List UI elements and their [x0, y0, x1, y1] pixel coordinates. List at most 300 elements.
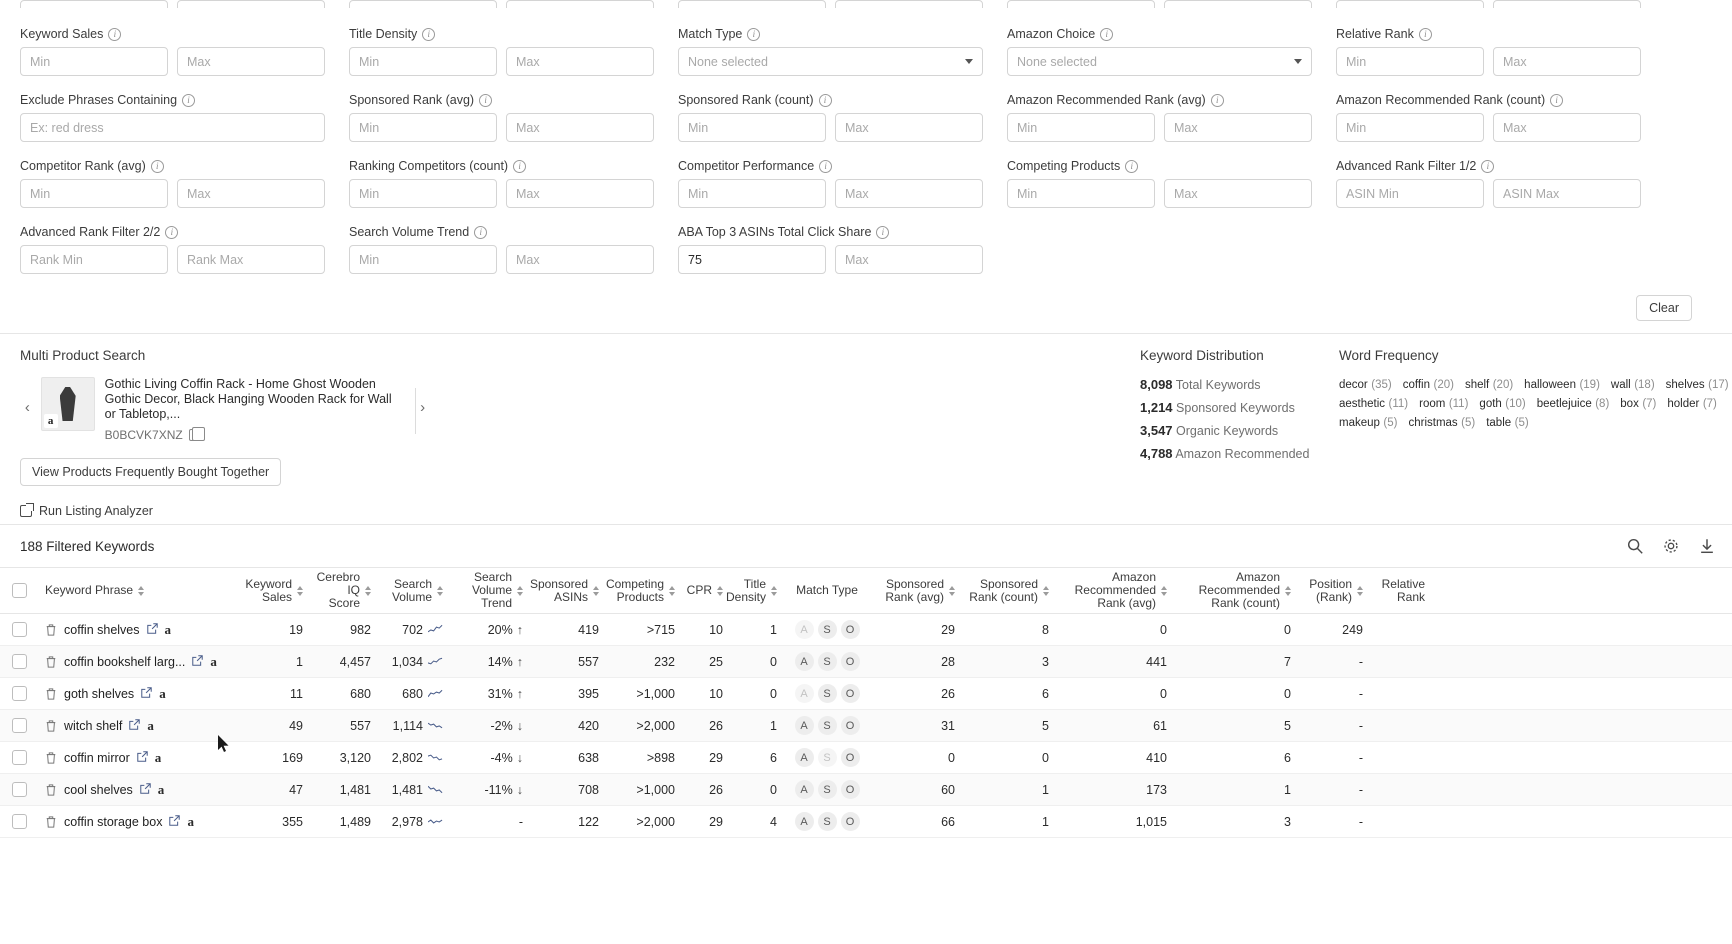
- competitor-performance-max-input[interactable]: [835, 179, 983, 208]
- amazon-recommended-rank-count-cell: 6: [1284, 750, 1291, 765]
- sort-icon[interactable]: [517, 586, 523, 596]
- position-rank-cell: -: [1358, 718, 1363, 733]
- sort-icon[interactable]: [771, 586, 777, 596]
- arr-avg-min-input[interactable]: [1007, 113, 1155, 142]
- ranking-competitors-max-input[interactable]: [506, 179, 654, 208]
- filter-label: [349, 26, 678, 42]
- filter-row-1: [20, 26, 1732, 76]
- relative-rank-cell: [1370, 710, 1432, 742]
- info-icon[interactable]: i: [513, 160, 526, 173]
- filter-sponsored-rank-count: [678, 92, 1007, 142]
- competing-products-cell: >2,000: [636, 718, 675, 733]
- wf-word: christmas: [1408, 417, 1458, 429]
- amazon-icon[interactable]: a: [164, 621, 172, 637]
- keyword-phrase-cell: [38, 710, 240, 742]
- competing-products-max-input[interactable]: [1164, 179, 1312, 208]
- open-external-icon[interactable]: [137, 751, 148, 765]
- position-rank-cell: -: [1358, 782, 1363, 797]
- table-row[interactable]: [0, 806, 1732, 838]
- sparkline-icon[interactable]: [428, 816, 443, 827]
- search-volume-cell: [378, 614, 450, 646]
- amazon-icon[interactable]: a: [210, 653, 217, 669]
- sponsored-rank-count-cell: 0: [1042, 750, 1049, 765]
- search-volume-cell: [378, 806, 450, 838]
- position-rank-cell: -: [1358, 654, 1363, 669]
- search-volume-trend-max-input[interactable]: [506, 245, 654, 274]
- th-amazon-recommended-rank-avg[interactable]: [1056, 568, 1174, 613]
- open-external-icon[interactable]: [147, 623, 158, 637]
- filter-search-volume-trend: [349, 224, 678, 274]
- info-icon[interactable]: i: [422, 28, 435, 41]
- sort-icon[interactable]: [437, 586, 443, 596]
- title-density-cell: 0: [770, 782, 777, 797]
- search-volume-trend-cell: [450, 710, 530, 742]
- label-text: Title Density: [349, 27, 418, 41]
- wf-word: shelf: [1464, 379, 1490, 391]
- wf-count: (10): [1505, 398, 1526, 410]
- keyword-phrase-cell: [38, 614, 240, 646]
- info-icon[interactable]: i: [819, 160, 832, 173]
- cut-input[interactable]: [1164, 0, 1312, 8]
- word-frequency-item[interactable]: [1667, 396, 1717, 410]
- cut-input[interactable]: [506, 0, 654, 8]
- filter-competitor-performance: [678, 158, 1007, 208]
- amazon-icon: a: [44, 414, 58, 428]
- sparkline-icon[interactable]: [428, 656, 443, 667]
- delete-keyword-icon[interactable]: [45, 815, 57, 828]
- info-icon[interactable]: i: [479, 94, 492, 107]
- word-frequency-item[interactable]: [1620, 396, 1656, 410]
- word-frequency-item[interactable]: [1403, 377, 1454, 391]
- match-type-o-badge: O: [841, 620, 860, 639]
- filter-label: [20, 26, 349, 42]
- table-row[interactable]: [0, 678, 1732, 710]
- match-type-s-badge: S: [818, 684, 837, 703]
- amazon-recommended-rank-count-cell: 0: [1284, 622, 1291, 637]
- title-density-max-input[interactable]: [506, 47, 654, 76]
- info-icon[interactable]: i: [1100, 28, 1113, 41]
- match-type-o-badge: O: [841, 684, 860, 703]
- filter-keyword-sales: [20, 26, 349, 76]
- search-volume-trend-cell: [450, 646, 530, 678]
- product-carousel: [20, 373, 430, 442]
- delete-keyword-icon[interactable]: [45, 687, 57, 700]
- filter-amazon-choice: [1007, 26, 1336, 76]
- competing-products-cell: >898: [646, 750, 675, 765]
- match-type-a-badge: A: [795, 620, 814, 639]
- sponsored-rank-count-min-input[interactable]: [678, 113, 826, 142]
- kd-value: 4,788: [1140, 446, 1173, 461]
- th-label: Cerebro IQ Score: [316, 570, 360, 610]
- sponsored-rank-count-cell: 1: [1042, 814, 1049, 829]
- filter-exclude-phrases: [20, 92, 349, 142]
- multi-product-search-section: [0, 334, 1732, 524]
- word-frequency-item[interactable]: [1537, 396, 1610, 410]
- run-listing-analyzer-label: Run Listing Analyzer: [39, 504, 153, 518]
- wf-word: table: [1486, 417, 1512, 429]
- word-frequency-item[interactable]: [1339, 415, 1397, 429]
- th-cerebro-iq-score[interactable]: [310, 568, 378, 613]
- sponsored-rank-avg-max-input[interactable]: [506, 113, 654, 142]
- kd-label: Organic Keywords: [1176, 424, 1279, 438]
- keyword-phrase-cell: [38, 774, 240, 806]
- sparkline-icon[interactable]: [428, 624, 443, 635]
- cut-input[interactable]: [1336, 0, 1484, 8]
- cut-cell-3: [678, 0, 1007, 8]
- sort-icon[interactable]: [949, 586, 955, 596]
- filter-label: [20, 92, 349, 108]
- match-type-cell: [784, 774, 870, 806]
- sort-icon[interactable]: [717, 586, 723, 596]
- label-text: ABA Top 3 ASINs Total Click Share: [678, 225, 872, 239]
- th-cpr[interactable]: [682, 568, 730, 613]
- open-external-icon[interactable]: [141, 687, 152, 701]
- info-icon[interactable]: i: [1211, 94, 1224, 107]
- sponsored-rank-avg-cell: 66: [941, 814, 955, 829]
- run-listing-analyzer-link[interactable]: [20, 504, 1712, 518]
- delete-keyword-icon[interactable]: [45, 751, 57, 764]
- competing-products-cell: >715: [646, 622, 675, 637]
- filter-label: [349, 158, 678, 174]
- cpr-cell: 10: [709, 622, 723, 637]
- match-type-s-badge: S: [818, 620, 837, 639]
- competitor-performance-min-input[interactable]: [678, 179, 826, 208]
- competing-products-cell: >1,000: [636, 782, 675, 797]
- sort-icon[interactable]: [1043, 586, 1049, 596]
- product-thumbnail: [41, 377, 95, 431]
- search-volume-value: 702: [402, 622, 423, 637]
- sort-icon[interactable]: [1161, 586, 1167, 596]
- th-keyword-phrase[interactable]: [38, 568, 240, 613]
- word-frequency-item[interactable]: [1666, 377, 1729, 391]
- keyword-distribution-panel: [1140, 348, 1330, 469]
- carousel-prev-icon[interactable]: ‹: [24, 399, 30, 416]
- match-type-cell: [784, 678, 870, 710]
- cut-input[interactable]: [349, 0, 497, 8]
- gear-icon[interactable]: [1662, 537, 1680, 555]
- th-label: Sponsored Rank (count): [969, 576, 1038, 604]
- row-checkbox[interactable]: [12, 718, 27, 733]
- label-text: Sponsored Rank (count): [678, 93, 814, 107]
- keyword-sales-max-input[interactable]: [177, 47, 325, 76]
- amazon-recommended-rank-avg-cell: 0: [1160, 622, 1167, 637]
- open-external-icon[interactable]: [192, 655, 203, 669]
- row-checkbox[interactable]: [12, 750, 27, 765]
- word-frequency-panel: [1339, 348, 1729, 429]
- filter-ranking-competitors-count: [349, 158, 678, 208]
- cut-input[interactable]: [20, 0, 168, 8]
- trend-down-icon: ↓: [516, 718, 523, 733]
- filter-label: [678, 224, 1007, 240]
- word-frequency-item[interactable]: [1486, 415, 1528, 429]
- clear-filters-button[interactable]: Clear: [1636, 295, 1692, 321]
- delete-keyword-icon[interactable]: [45, 783, 57, 796]
- info-icon[interactable]: i: [165, 226, 178, 239]
- table-row[interactable]: [0, 646, 1732, 678]
- kd-value: 1,214: [1140, 400, 1173, 415]
- aba-click-share-min-input[interactable]: [678, 245, 826, 274]
- relative-rank-cell: [1370, 806, 1432, 838]
- label-text: Ranking Competitors (count): [349, 159, 509, 173]
- word-frequency-item[interactable]: [1339, 377, 1392, 391]
- copy-icon[interactable]: [189, 429, 200, 441]
- amazon-icon[interactable]: a: [187, 813, 194, 829]
- match-type-cell: [784, 646, 870, 678]
- advanced-rank-2-max-input[interactable]: [177, 245, 325, 274]
- th-keyword-sales[interactable]: [240, 568, 310, 613]
- info-icon[interactable]: i: [182, 94, 195, 107]
- label-text: Exclude Phrases Containing: [20, 93, 178, 107]
- filter-label: [20, 224, 349, 240]
- kd-value: 3,547: [1140, 423, 1173, 438]
- filter-row-3: [20, 158, 1732, 208]
- title-density-min-input[interactable]: [349, 47, 497, 76]
- cut-input[interactable]: [835, 0, 983, 8]
- keyword-phrase-cell: [38, 742, 240, 774]
- wf-count: (5): [1383, 417, 1398, 429]
- wf-count: (11): [1448, 398, 1469, 410]
- keyword-distribution-title: Keyword Distribution: [1140, 348, 1264, 363]
- wf-count: (19): [1579, 379, 1600, 391]
- cut-input[interactable]: [1493, 0, 1641, 8]
- keyword-sales-cell: 49: [289, 718, 303, 733]
- cut-input[interactable]: [678, 0, 826, 8]
- sort-icon[interactable]: [297, 586, 303, 596]
- search-volume-value: 2,978: [391, 814, 423, 829]
- amazon-choice-value: None selected: [1017, 54, 1097, 69]
- cerebro-iq-score-cell: 982: [350, 622, 371, 637]
- keyword-sales-min-input[interactable]: [20, 47, 168, 76]
- advanced-rank-1-max-input[interactable]: [1493, 179, 1641, 208]
- th-position-rank[interactable]: [1298, 568, 1370, 613]
- relative-rank-min-input[interactable]: [1336, 47, 1484, 76]
- wf-word: holder: [1667, 398, 1700, 410]
- cerebro-iq-score-cell: 1,481: [339, 782, 371, 797]
- keyword-phrase-text: coffin bookshelf larg...: [64, 654, 186, 669]
- kd-label: Total Keywords: [1175, 378, 1261, 392]
- wf-word: box: [1620, 398, 1639, 410]
- th-search-volume-trend[interactable]: [450, 568, 530, 613]
- word-frequency-item[interactable]: [1408, 415, 1475, 429]
- table-toolbar: [0, 524, 1732, 568]
- amazon-icon[interactable]: a: [154, 749, 162, 765]
- filter-advanced-rank-1: [1336, 158, 1665, 208]
- sponsored-rank-avg-cell: 0: [948, 750, 955, 765]
- match-type-s-badge: S: [818, 652, 837, 671]
- sort-icon[interactable]: [138, 586, 144, 596]
- th-sponsored-rank-count[interactable]: [962, 568, 1056, 613]
- match-type-cell: [784, 614, 870, 646]
- sponsored-rank-avg-min-input[interactable]: [349, 113, 497, 142]
- wf-word: wall: [1610, 379, 1631, 391]
- open-external-icon[interactable]: [169, 815, 180, 829]
- word-frequency-item[interactable]: [1339, 396, 1408, 410]
- sponsored-asins-cell: 122: [578, 814, 599, 829]
- delete-keyword-icon[interactable]: [45, 719, 57, 732]
- label-text: Keyword Sales: [20, 27, 104, 41]
- sparkline-icon[interactable]: [428, 720, 443, 731]
- keywords-table: [0, 568, 1732, 838]
- filter-amazon-recommended-rank-avg: [1007, 92, 1336, 142]
- filter-title-density: [349, 26, 678, 76]
- amazon-recommended-rank-avg-cell: 0: [1160, 686, 1167, 701]
- search-volume-trend-min-input[interactable]: [349, 245, 497, 274]
- amazon-icon[interactable]: a: [157, 781, 165, 797]
- filter-label: [1336, 158, 1665, 174]
- info-icon[interactable]: i: [819, 94, 832, 107]
- frequently-bought-together-button[interactable]: View Products Frequently Bought Together: [20, 458, 281, 486]
- search-volume-trend-cell: [450, 742, 530, 774]
- filter-row-4: [20, 224, 1732, 274]
- exclude-phrases-input[interactable]: [20, 113, 325, 142]
- table-row[interactable]: [0, 614, 1732, 646]
- ranking-competitors-min-input[interactable]: [349, 179, 497, 208]
- match-type-o-badge: O: [841, 716, 860, 735]
- match-type-a-badge: A: [795, 812, 814, 831]
- info-icon[interactable]: i: [474, 226, 487, 239]
- select-all-checkbox[interactable]: [12, 583, 27, 598]
- sort-icon[interactable]: [669, 586, 675, 596]
- word-frequency-item[interactable]: [1465, 377, 1513, 391]
- label-text: Competitor Performance: [678, 159, 815, 173]
- clear-row: [20, 287, 1712, 333]
- amazon-choice-select[interactable]: [1007, 47, 1312, 76]
- info-icon[interactable]: i: [1550, 94, 1563, 107]
- info-icon[interactable]: i: [1125, 160, 1138, 173]
- sponsored-rank-avg-cell: 26: [941, 686, 955, 701]
- th-competing-products[interactable]: [606, 568, 682, 613]
- filter-empty-2: [1336, 224, 1665, 274]
- table-row[interactable]: [0, 710, 1732, 742]
- row-checkbox[interactable]: [12, 654, 27, 669]
- amazon-icon[interactable]: a: [159, 685, 166, 701]
- info-icon[interactable]: i: [1481, 160, 1494, 173]
- wf-count: (5): [1514, 417, 1529, 429]
- trend-value: 20%: [487, 622, 513, 637]
- label-text: Relative Rank: [1336, 27, 1414, 41]
- th-relative-rank[interactable]: [1370, 568, 1432, 613]
- info-icon[interactable]: i: [876, 226, 889, 239]
- filter-label: [1007, 158, 1336, 174]
- th-amazon-recommended-rank-count[interactable]: [1174, 568, 1298, 613]
- th-sponsored-asins[interactable]: [530, 568, 606, 613]
- row-checkbox[interactable]: [12, 686, 27, 701]
- trend-up-icon: ↑: [516, 622, 523, 637]
- amazon-icon[interactable]: a: [147, 717, 154, 733]
- cut-input[interactable]: [1007, 0, 1155, 8]
- search-volume-value: 1,481: [391, 782, 423, 797]
- multi-product-search-title: Multi Product Search: [20, 348, 146, 363]
- sponsored-rank-count-cell: 3: [1042, 654, 1049, 669]
- amazon-recommended-rank-avg-cell: 173: [1146, 782, 1167, 797]
- sparkline-icon[interactable]: [428, 784, 443, 795]
- th-title-density[interactable]: [725, 568, 784, 613]
- title-density-cell: 1: [770, 622, 777, 637]
- row-checkbox-cell: [0, 742, 38, 774]
- wf-count: (7): [1702, 398, 1717, 410]
- competing-products-min-input[interactable]: [1007, 179, 1155, 208]
- info-icon[interactable]: i: [747, 28, 760, 41]
- cerebro-iq-score-cell: 557: [350, 718, 371, 733]
- th-label: Position (Rank): [1309, 576, 1352, 604]
- open-external-icon[interactable]: [140, 783, 151, 797]
- title-density-cell: 6: [770, 750, 777, 765]
- advanced-rank-1-min-input[interactable]: [1336, 179, 1484, 208]
- delete-keyword-icon[interactable]: [45, 623, 57, 636]
- info-icon[interactable]: i: [1419, 28, 1432, 41]
- table-row[interactable]: [0, 774, 1732, 806]
- arr-count-max-input[interactable]: [1493, 113, 1641, 142]
- match-type-o-badge: O: [841, 812, 860, 831]
- sort-icon[interactable]: [1357, 586, 1363, 596]
- row-checkbox[interactable]: [12, 622, 27, 637]
- th-sponsored-rank-avg[interactable]: [870, 568, 962, 613]
- th-search-volume[interactable]: [378, 568, 450, 613]
- wf-word: shelves: [1665, 379, 1705, 391]
- product-title: Gothic Living Coffin Rack - Home Ghost Wooden Gothic Decor, Black Hanging Wooden Rack for Wall or Tabletop,...: [104, 377, 392, 421]
- search-volume-cell: [378, 710, 450, 742]
- sparkline-icon[interactable]: [428, 752, 443, 763]
- cerebro-iq-score-cell: 680: [350, 686, 371, 701]
- word-frequency-list: [1339, 377, 1732, 429]
- word-frequency-item[interactable]: [1419, 396, 1468, 410]
- sort-icon[interactable]: [593, 586, 599, 596]
- cpr-cell: 29: [709, 750, 723, 765]
- keyword-phrase-text: goth shelves: [64, 686, 135, 701]
- arr-avg-max-input[interactable]: [1164, 113, 1312, 142]
- word-frequency-item[interactable]: [1524, 377, 1600, 391]
- filter-relative-rank: [1336, 26, 1665, 76]
- competitor-rank-avg-min-input[interactable]: [20, 179, 168, 208]
- keyword-phrase-text: coffin shelves: [64, 622, 140, 637]
- match-type-select[interactable]: [678, 47, 983, 76]
- relative-rank-max-input[interactable]: [1493, 47, 1641, 76]
- sort-icon[interactable]: [365, 586, 371, 596]
- sponsored-rank-avg-cell: 28: [941, 654, 955, 669]
- sponsored-rank-avg-cell: 31: [941, 718, 955, 733]
- row-checkbox[interactable]: [12, 814, 27, 829]
- search-icon[interactable]: [1626, 537, 1644, 555]
- word-frequency-item[interactable]: [1611, 377, 1655, 391]
- external-link-icon: [20, 505, 32, 517]
- delete-keyword-icon[interactable]: [45, 655, 57, 668]
- competitor-rank-avg-max-input[interactable]: [177, 179, 325, 208]
- cut-cell-5: [1336, 0, 1665, 8]
- sponsored-rank-count-max-input[interactable]: [835, 113, 983, 142]
- filter-label: [1007, 92, 1336, 108]
- sparkline-icon[interactable]: [428, 688, 443, 699]
- table-row[interactable]: [0, 742, 1732, 774]
- download-icon[interactable]: [1698, 537, 1716, 555]
- info-icon[interactable]: i: [108, 28, 121, 41]
- carousel-next-icon[interactable]: ›: [420, 399, 426, 416]
- row-checkbox[interactable]: [12, 782, 27, 797]
- advanced-rank-2-min-input[interactable]: [20, 245, 168, 274]
- row-checkbox-cell: [0, 806, 38, 838]
- sort-icon[interactable]: [1285, 586, 1291, 596]
- info-icon[interactable]: i: [151, 160, 164, 173]
- filter-label: [349, 92, 678, 108]
- keyword-phrase-cell: [38, 646, 240, 678]
- wf-word: decor: [1339, 379, 1368, 391]
- open-external-icon[interactable]: [129, 719, 140, 733]
- aba-click-share-max-input[interactable]: [835, 245, 983, 274]
- word-frequency-item[interactable]: [1479, 396, 1525, 410]
- arr-count-min-input[interactable]: [1336, 113, 1484, 142]
- th-label: CPR: [686, 583, 712, 597]
- sponsored-rank-count-cell: 6: [1042, 686, 1049, 701]
- cut-input[interactable]: [177, 0, 325, 8]
